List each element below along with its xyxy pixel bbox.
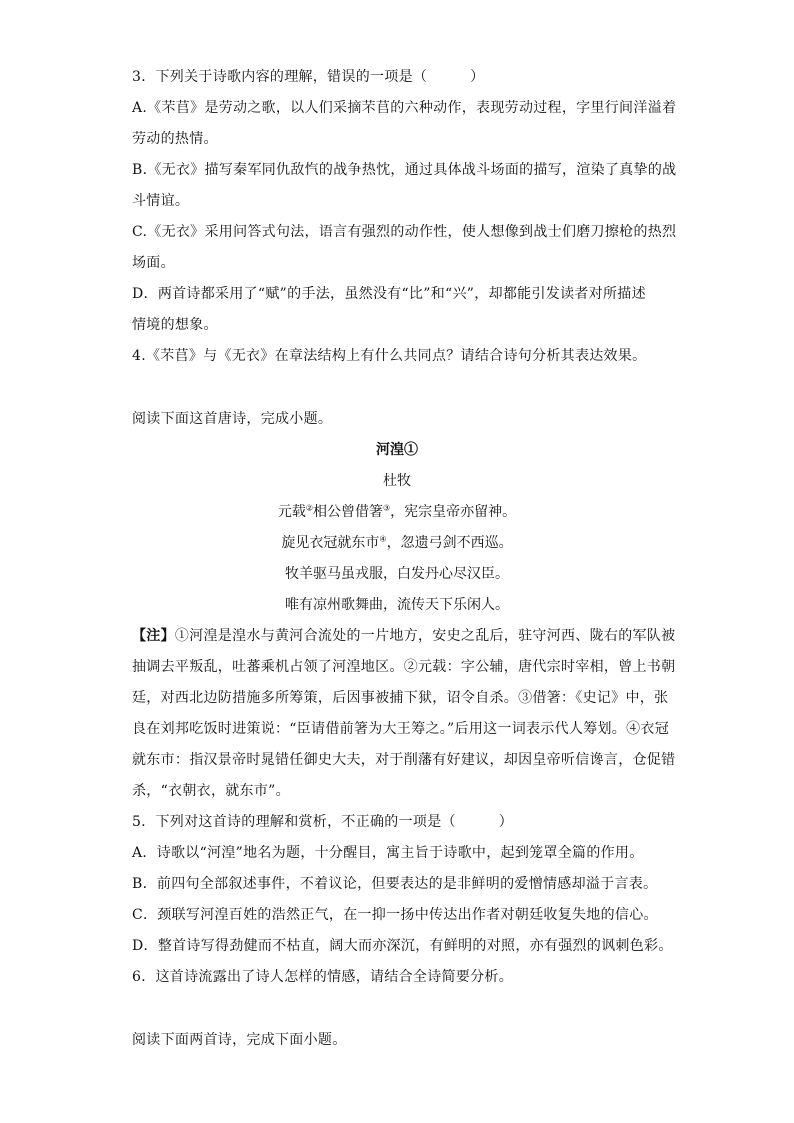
note-line-5: 就东市：指汉景帝时晁错任御史大夫，对于削藩有好建议，却因皇帝听信谗言，仓促错 xyxy=(132,752,676,768)
note-line-1 xyxy=(132,627,675,645)
poem-line-2-part-b: ，忽遗弓剑不西巡。 xyxy=(386,535,513,551)
footnote-mark-3: ③ xyxy=(383,503,391,513)
q5-option-d: D．整首诗写得劲健而不枯直，阔大而亦深沉，有鲜明的对照，亦有强烈的讽刺色彩。 xyxy=(132,938,673,954)
q4-question: 4.《芣苢》与《无衣》在章法结构上有什么共同点？请结合诗句分析其表达效果。 xyxy=(132,348,647,364)
poem-title: 河湟① xyxy=(376,442,418,458)
poem-line-1-part-b: 相公曾借箸 xyxy=(313,504,383,520)
q3-option-c-line1: C.《无衣》采用问答式句法，语言有强烈的动作性，使人想像到战士们磨刀擦枪的热烈 xyxy=(132,224,677,240)
poem-line-1 xyxy=(0,503,794,521)
poem-line-3: 牧羊驱马虽戎服，白发丹心尽汉臣。 xyxy=(285,566,509,582)
q3-stem: 3．下列关于诗歌内容的理解，错误的一项是（ ） xyxy=(132,69,485,85)
reading-intro-1: 阅读下面这首唐诗，完成小题。 xyxy=(132,411,333,427)
q5-option-a: A．诗歌以“河湟”地名为题，十分醒目，寓主旨于诗歌中，起到笼罩全篇的作用。 xyxy=(132,845,644,861)
note-line-4: 良在刘邦吃饭时进策说：“臣请借前箸为大王筹之。”后用这一词表示代人筹划。④衣冠 xyxy=(132,721,670,737)
q5-option-b: B．前四句全部叙述事件，不着议论，但要表达的是非鲜明的爱憎情感却溢于言表。 xyxy=(132,876,658,892)
q3-option-d-line1: D．两首诗都采用了“赋”的手法，虽然没有“比”和“兴”，却都能引发读者对所描述 xyxy=(132,286,646,302)
reading-intro-2: 阅读下面两首诗，完成下面小题。 xyxy=(132,1032,347,1048)
q5-option-c: C．颈联写河湟百姓的浩然正气，在一抑一扬中传达出作者对朝廷收复失地的信心。 xyxy=(132,907,658,923)
q3-option-c-line2: 场面。 xyxy=(132,255,175,271)
footnote-mark-4: ④ xyxy=(379,534,387,544)
q3-option-d-line2: 情境的想象。 xyxy=(132,317,218,333)
note-label: 【注】 xyxy=(132,628,175,644)
note-line-2: 抽调去平叛乱，吐蕃乘机占领了河湟地区。②元载：字公辅，唐代宗时宰相，曾上书朝 xyxy=(132,659,676,675)
note-text-1: ①河湟是湟水与黄河合流处的一片地方，安史之乱后，驻守河西、陇右的军队被 xyxy=(174,628,676,644)
poem-author: 杜牧 xyxy=(383,473,411,489)
q5-stem: 5．下列对这首诗的理解和赏析，不正确的一项是（ ） xyxy=(132,814,514,830)
q6-question: 6．这首诗流露出了诗人怎样的情感，请结合全诗简要分析。 xyxy=(132,969,514,985)
poem-line-1-part-a: 元载 xyxy=(277,504,306,520)
note-line-3: 廷，对西北边防措施多所筹策，后因事被捕下狱，诏令自杀。③借箸：《史记》中，张 xyxy=(132,690,669,706)
q3-option-a-line1: A.《芣苢》是劳动之歌，以人们采摘芣苢的六种动作，表现劳动过程，字里行间洋溢着 xyxy=(132,100,677,116)
poem-line-2 xyxy=(0,534,794,552)
poem-line-2-part-a: 旋见衣冠就东市 xyxy=(281,535,380,551)
note-line-6: 杀，“衣朝衣，就东市”。 xyxy=(132,783,290,799)
poem-line-4: 唯有凉州歌舞曲，流传天下乐闲人。 xyxy=(285,597,509,613)
q3-option-a-line2: 劳动的热情。 xyxy=(132,131,218,147)
poem-line-1-part-c: ，宪宗皇帝亦留神。 xyxy=(390,504,517,520)
q3-option-b-line1: B.《无衣》描写秦军同仇敌忾的战争热忱，通过具体战斗场面的描写，渲染了真挚的战 xyxy=(132,162,677,178)
footnote-mark-2: ② xyxy=(305,503,313,513)
q3-option-b-line2: 斗情谊。 xyxy=(132,193,190,209)
